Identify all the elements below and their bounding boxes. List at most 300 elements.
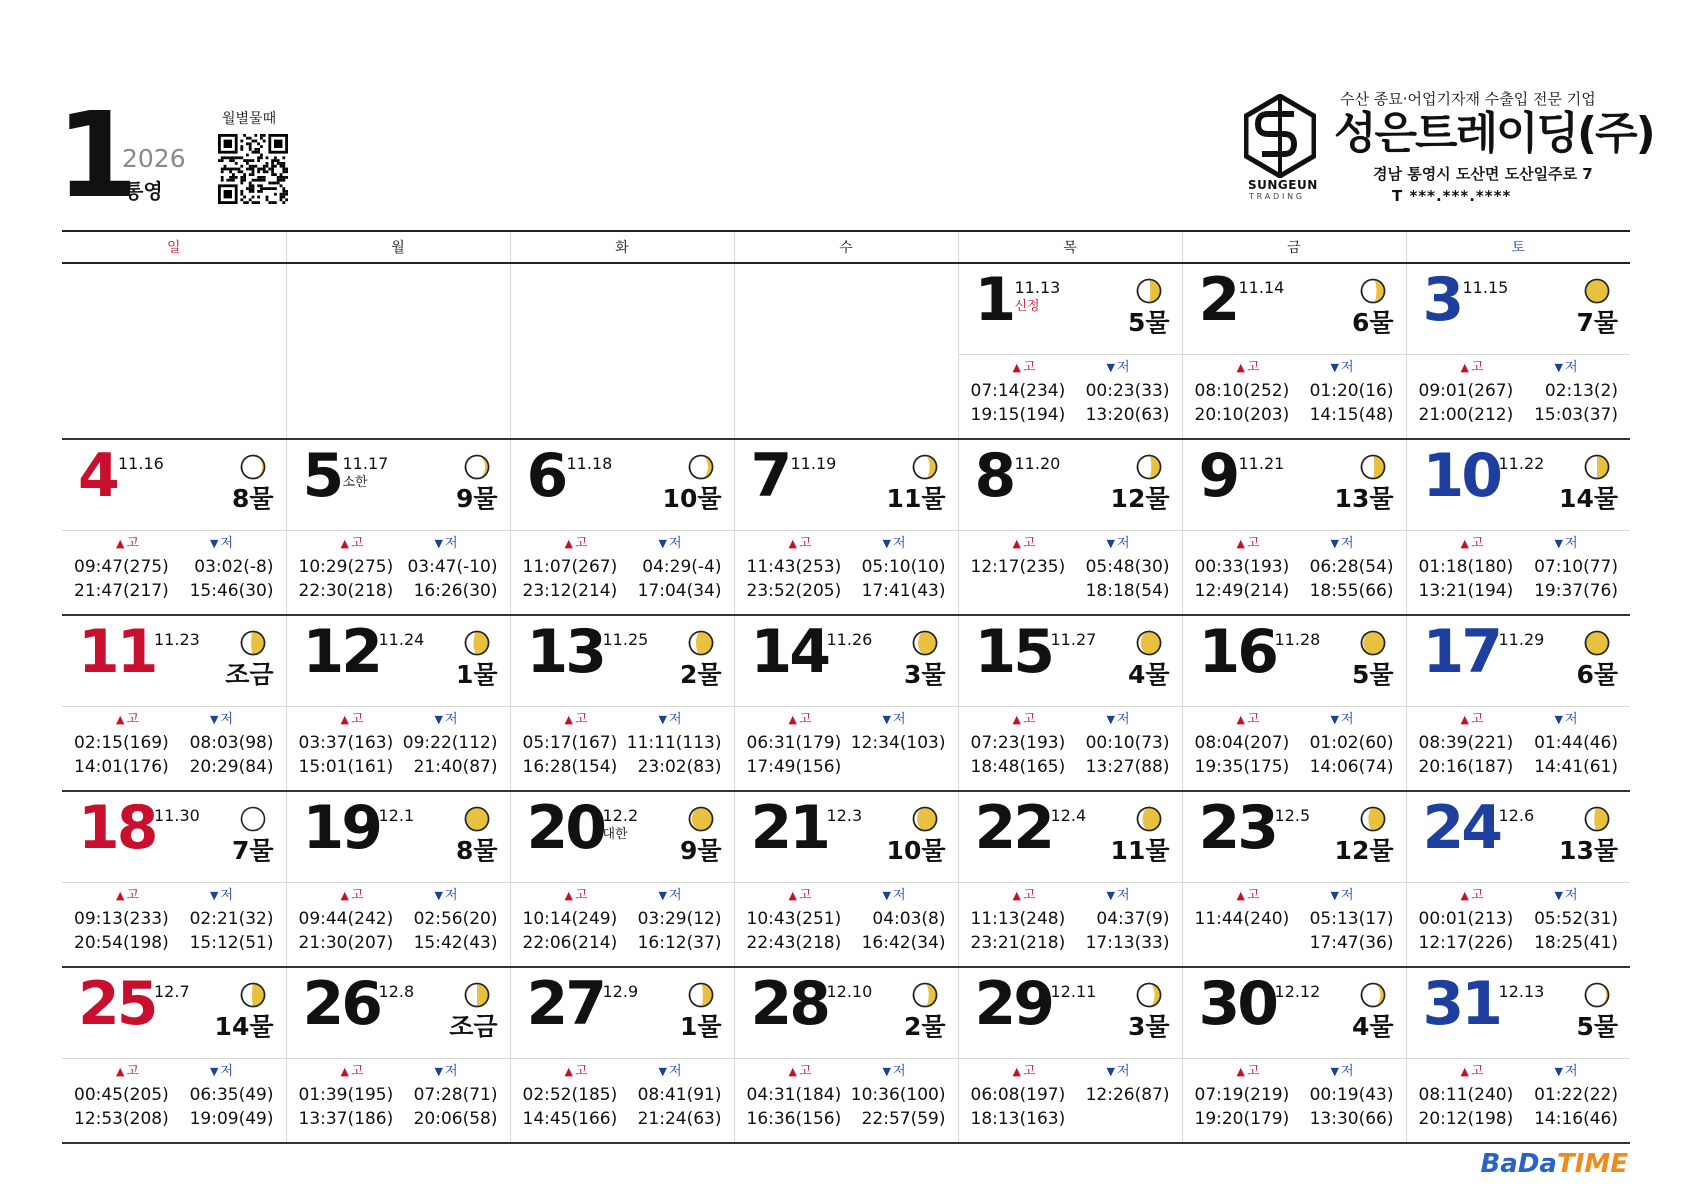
day-cell[interactable] (62, 967, 286, 1143)
low-tide-label (1331, 713, 1354, 726)
high-tide-value: 11:07(267) (522, 557, 618, 577)
badatime-logo-part2: TIME (1556, 1149, 1628, 1179)
day-number: 19 (302, 793, 380, 863)
day-number: 15 (974, 617, 1052, 687)
low-tide-text: 저 (444, 1064, 458, 1079)
low-tide-arrow-icon: ▼ (434, 713, 443, 726)
low-tide-arrow-icon: ▼ (1330, 713, 1339, 726)
moon-phase-icon (1136, 278, 1162, 304)
lunar-date: 12.8 (378, 982, 415, 1001)
tide-info (735, 707, 958, 791)
day-cell[interactable] (734, 439, 958, 615)
day-cell[interactable] (1406, 967, 1630, 1143)
high-tide-label (565, 1065, 588, 1078)
low-tide-label (1555, 713, 1578, 726)
day-cell-content (511, 792, 734, 966)
day-cell[interactable] (1182, 967, 1406, 1143)
high-tide-value: 09:44(242) (298, 909, 394, 929)
day-header (1407, 264, 1631, 355)
low-tide-text: 저 (668, 1064, 682, 1079)
low-tide-arrow-icon: ▼ (1554, 889, 1563, 902)
tide-level: 6물 (1351, 308, 1394, 337)
lunar-date: 12.13 (1498, 982, 1545, 1001)
high-tide-label (341, 537, 364, 550)
qr-code-icon[interactable] (218, 134, 288, 204)
low-tide-label (883, 889, 906, 902)
tide-info (1407, 883, 1631, 967)
day-number: 22 (974, 793, 1052, 863)
high-tide-value: 14:45(166) (522, 1109, 618, 1129)
lunar-date: 12.6 (1498, 806, 1535, 825)
day-cell[interactable] (286, 791, 510, 967)
low-tide-value: 23:02(83) (637, 757, 722, 777)
low-tide-label (1331, 537, 1354, 550)
high-tide-value: 06:31(179) (746, 733, 842, 753)
day-number: 16 (1198, 617, 1276, 687)
high-tide-value: 19:20(179) (1194, 1109, 1290, 1129)
day-cell-content (1407, 616, 1631, 790)
company-tagline: 수산 종묘·어업기자재 수출입 전문 기업 (1340, 90, 1596, 108)
high-tide-label (565, 889, 588, 902)
low-tide-arrow-icon: ▼ (882, 713, 891, 726)
day-cell-content (1407, 440, 1631, 614)
low-tide-arrow-icon: ▼ (1106, 713, 1115, 726)
lunar-date: 12.10 (826, 982, 873, 1001)
tide-level: 14물 (214, 1012, 274, 1041)
lunar-date: 11.21 (1238, 454, 1285, 473)
high-tide-value: 07:19(219) (1194, 1085, 1290, 1105)
lunar-date: 11.20 (1014, 454, 1061, 473)
low-tide-arrow-icon: ▼ (1330, 361, 1339, 374)
high-tide-value: 22:30(218) (298, 581, 394, 601)
moon-phase-icon (1360, 454, 1386, 480)
tide-level: 12물 (1334, 836, 1394, 865)
day-number: 24 (1422, 793, 1500, 863)
weekday-header: 일 (62, 231, 286, 263)
day-cell[interactable] (958, 791, 1182, 967)
low-tide-label (659, 889, 682, 902)
high-tide-value: 20:10(203) (1194, 405, 1290, 425)
tide-info (62, 531, 286, 615)
tide-info (511, 531, 734, 615)
low-tide-value: 21:24(63) (637, 1109, 722, 1129)
day-cell[interactable] (62, 791, 286, 967)
day-cell-content (1183, 264, 1406, 438)
high-tide-arrow-icon: ▲ (788, 889, 797, 902)
high-tide-value: 10:29(275) (298, 557, 394, 577)
high-tide-text: 고 (1470, 360, 1484, 375)
low-tide-arrow-icon: ▼ (1106, 537, 1115, 550)
day-cell[interactable] (1182, 615, 1406, 791)
low-tide-value: 16:26(30) (413, 581, 498, 601)
day-cell[interactable] (1182, 263, 1406, 439)
day-cell[interactable] (1406, 615, 1630, 791)
high-tide-arrow-icon: ▲ (1236, 537, 1245, 550)
high-tide-arrow-icon: ▲ (116, 537, 125, 550)
high-tide-arrow-icon: ▲ (1460, 713, 1469, 726)
high-tide-value: 01:39(195) (298, 1085, 394, 1105)
moon-phase-icon (1360, 630, 1386, 656)
moon-phase-icon (1136, 982, 1162, 1008)
low-tide-value: 16:12(37) (637, 933, 722, 953)
tide-info (62, 883, 286, 967)
week-row (62, 263, 1630, 439)
week-row (62, 967, 1630, 1143)
day-cell[interactable] (286, 967, 510, 1143)
day-cell[interactable] (510, 615, 734, 791)
high-tide-value: 23:52(205) (746, 581, 842, 601)
low-tide-text: 저 (892, 536, 906, 551)
lunar-date: 11.13 (1014, 278, 1061, 297)
qr-label: 월별물때 (222, 111, 277, 127)
low-tide-text: 저 (444, 712, 458, 727)
moon-phase-icon (1360, 806, 1386, 832)
lunar-date: 11.17 (342, 454, 389, 473)
tide-info (1183, 531, 1406, 615)
high-tide-label (1461, 361, 1484, 374)
high-tide-text: 고 (574, 536, 588, 551)
low-tide-value: 14:06(74) (1309, 757, 1394, 777)
day-cell[interactable] (734, 967, 958, 1143)
high-tide-label (341, 1065, 364, 1078)
high-tide-value: 21:00(212) (1418, 405, 1514, 425)
high-tide-value: 09:13(233) (74, 909, 169, 929)
low-tide-text: 저 (220, 536, 234, 551)
low-tide-value: 03:29(12) (637, 909, 722, 929)
tide-info (735, 883, 958, 967)
year-label: 2026 (122, 144, 186, 173)
high-tide-text: 고 (798, 1064, 812, 1079)
tide-info (1183, 883, 1406, 967)
tide-info (1183, 355, 1406, 439)
day-cell[interactable] (1406, 263, 1630, 439)
high-tide-value: 08:39(221) (1418, 733, 1514, 753)
day-cell[interactable] (958, 439, 1182, 615)
low-tide-label (1107, 889, 1130, 902)
low-tide-arrow-icon: ▼ (1554, 713, 1563, 726)
day-cell[interactable] (958, 967, 1182, 1143)
low-tide-value: 14:16(46) (1534, 1109, 1618, 1129)
day-cell[interactable] (1182, 791, 1406, 967)
low-tide-arrow-icon: ▼ (882, 889, 891, 902)
low-tide-text: 저 (1116, 712, 1130, 727)
tide-info (959, 1059, 1182, 1143)
low-tide-label (1107, 361, 1130, 374)
tide-info (511, 883, 734, 967)
high-tide-value: 19:35(175) (1194, 757, 1290, 777)
high-tide-value: 08:11(240) (1418, 1085, 1514, 1105)
low-tide-value: 15:12(51) (189, 933, 274, 953)
day-cell-content (735, 968, 958, 1142)
day-cell[interactable] (734, 615, 958, 791)
moon-phase-icon (464, 806, 490, 832)
low-tide-value: 14:15(48) (1309, 405, 1394, 425)
company-name: 성은트레이딩(주) (1334, 108, 1654, 159)
high-tide-arrow-icon: ▲ (788, 1065, 797, 1078)
day-number: 7 (750, 441, 790, 511)
low-tide-value: 02:13(2) (1544, 381, 1618, 401)
day-cell-content (62, 616, 286, 790)
low-tide-label (659, 537, 682, 550)
day-cell-content (1183, 440, 1406, 614)
tide-info (959, 531, 1182, 615)
high-tide-text: 고 (1246, 360, 1260, 375)
high-tide-text: 고 (574, 888, 588, 903)
tide-level: 5물 (1351, 660, 1394, 689)
low-tide-label (1555, 889, 1578, 902)
day-number: 10 (1422, 441, 1500, 511)
day-header (735, 440, 958, 531)
tide-info (735, 1059, 958, 1143)
high-tide-arrow-icon: ▲ (564, 537, 573, 550)
high-tide-text: 고 (1246, 1064, 1260, 1079)
high-tide-value: 16:36(156) (746, 1109, 842, 1129)
day-number: 9 (1198, 441, 1238, 511)
low-tide-value: 13:30(66) (1309, 1109, 1394, 1129)
tide-info (1183, 1059, 1406, 1143)
high-tide-arrow-icon: ▲ (1236, 889, 1245, 902)
day-cell[interactable] (62, 615, 286, 791)
tide-level: 5물 (1576, 1012, 1618, 1041)
high-tide-label (789, 537, 812, 550)
day-cell-content (287, 792, 510, 966)
low-tide-text: 저 (1564, 712, 1578, 727)
day-cell[interactable] (734, 791, 958, 967)
low-tide-value: 05:48(30) (1085, 557, 1170, 577)
day-header (1183, 440, 1406, 531)
high-tide-label (1013, 889, 1036, 902)
low-tide-value: 05:13(17) (1309, 909, 1394, 929)
day-cell[interactable] (286, 439, 510, 615)
high-tide-label (1237, 361, 1260, 374)
day-cell-content (959, 792, 1182, 966)
term-label: 신정 (1014, 299, 1040, 314)
tide-info (1407, 355, 1631, 439)
low-tide-value: 15:46(30) (189, 581, 274, 601)
lunar-date: 12.5 (1274, 806, 1311, 825)
low-tide-text: 저 (220, 1064, 234, 1079)
low-tide-text: 저 (1340, 360, 1354, 375)
high-tide-value: 05:17(167) (522, 733, 618, 753)
moon-phase-icon (912, 806, 938, 832)
day-header (511, 440, 734, 531)
low-tide-value: 17:47(36) (1309, 933, 1394, 953)
tide-level: 10물 (662, 484, 722, 513)
tide-level: 6물 (1576, 660, 1618, 689)
day-cell-content (511, 616, 734, 790)
day-header (62, 968, 286, 1059)
day-number: 26 (302, 969, 380, 1039)
low-tide-label (1107, 537, 1130, 550)
tide-info (62, 707, 286, 791)
high-tide-label (116, 889, 139, 902)
low-tide-text: 저 (1116, 888, 1130, 903)
high-tide-arrow-icon: ▲ (1236, 1065, 1245, 1078)
high-tide-text: 고 (574, 1064, 588, 1079)
tide-level: 조금 (449, 1012, 498, 1041)
low-tide-value: 10:36(100) (850, 1085, 946, 1105)
high-tide-text: 고 (1470, 1064, 1484, 1079)
low-tide-text: 저 (668, 888, 682, 903)
day-cell[interactable] (510, 791, 734, 967)
high-tide-value: 21:30(207) (298, 933, 394, 953)
high-tide-value: 01:18(180) (1418, 557, 1514, 577)
lunar-date: 11.23 (154, 630, 200, 649)
high-tide-value: 08:10(252) (1194, 381, 1290, 401)
low-tide-value: 08:03(98) (189, 733, 274, 753)
high-tide-text: 고 (1246, 536, 1260, 551)
high-tide-value: 19:15(194) (970, 405, 1066, 425)
low-tide-value: 05:10(10) (861, 557, 946, 577)
high-tide-arrow-icon: ▲ (116, 1065, 125, 1078)
high-tide-text: 고 (1470, 888, 1484, 903)
low-tide-text: 저 (1564, 536, 1578, 551)
tide-info (511, 1059, 734, 1143)
high-tide-text: 고 (350, 888, 364, 903)
day-number: 28 (750, 969, 828, 1039)
day-cell-content (62, 440, 286, 614)
high-tide-label (116, 713, 139, 726)
high-tide-arrow-icon: ▲ (1236, 713, 1245, 726)
high-tide-text: 고 (350, 712, 364, 727)
high-tide-value: 18:13(163) (970, 1109, 1066, 1129)
low-tide-value: 17:41(43) (861, 581, 946, 601)
low-tide-arrow-icon: ▼ (1330, 1065, 1339, 1078)
day-number: 14 (750, 617, 828, 687)
high-tide-label (1237, 537, 1260, 550)
low-tide-text: 저 (1116, 1064, 1130, 1079)
lunar-date: 11.24 (378, 630, 425, 649)
low-tide-label (1555, 361, 1578, 374)
high-tide-arrow-icon: ▲ (1012, 713, 1021, 726)
moon-phase-icon (1584, 278, 1610, 304)
high-tide-label (116, 1065, 139, 1078)
day-cell[interactable] (510, 439, 734, 615)
tide-level: 조금 (225, 660, 274, 689)
low-tide-text: 저 (1340, 888, 1354, 903)
day-header (1407, 616, 1631, 707)
high-tide-arrow-icon: ▲ (340, 537, 349, 550)
day-header (1407, 440, 1631, 531)
low-tide-value: 22:57(59) (861, 1109, 946, 1129)
low-tide-arrow-icon: ▼ (1554, 361, 1563, 374)
moon-phase-icon (1360, 278, 1386, 304)
weekday-header: 수 (734, 231, 958, 263)
day-cell[interactable] (510, 967, 734, 1143)
moon-phase-icon (240, 982, 266, 1008)
lunar-date: 11.19 (790, 454, 837, 473)
day-number: 11 (78, 617, 156, 687)
low-tide-arrow-icon: ▼ (1554, 537, 1563, 550)
term-label: 대한 (602, 827, 628, 842)
day-cell-content (1407, 968, 1631, 1142)
high-tide-value: 10:43(251) (746, 909, 842, 929)
day-cell-content (1183, 968, 1406, 1142)
high-tide-value: 22:06(214) (522, 933, 618, 953)
tide-info (511, 707, 734, 791)
low-tide-label (435, 1065, 458, 1078)
low-tide-value: 06:35(49) (189, 1085, 274, 1105)
day-header (959, 440, 1182, 531)
high-tide-value: 12:17(226) (1418, 933, 1514, 953)
high-tide-text: 고 (1022, 536, 1036, 551)
sungeun-logo-icon (1244, 94, 1316, 178)
day-cell[interactable] (1406, 439, 1630, 615)
low-tide-arrow-icon: ▼ (658, 537, 667, 550)
high-tide-label (1237, 889, 1260, 902)
high-tide-text: 고 (798, 888, 812, 903)
tide-level: 5물 (1127, 308, 1170, 337)
high-tide-label (789, 889, 812, 902)
low-tide-label (435, 713, 458, 726)
weekday-header: 목 (958, 231, 1182, 263)
high-tide-arrow-icon: ▲ (788, 537, 797, 550)
low-tide-arrow-icon: ▼ (658, 713, 667, 726)
day-cell[interactable] (1406, 791, 1630, 967)
day-cell[interactable] (958, 263, 1182, 439)
high-tide-arrow-icon: ▲ (340, 713, 349, 726)
day-header (1183, 264, 1406, 355)
day-cell[interactable] (286, 615, 510, 791)
high-tide-value: 07:23(193) (970, 733, 1066, 753)
lunar-date: 11.16 (118, 454, 164, 473)
low-tide-value: 08:41(91) (637, 1085, 722, 1105)
low-tide-value: 01:22(22) (1534, 1085, 1618, 1105)
moon-phase-icon (688, 806, 714, 832)
day-header (959, 264, 1182, 355)
lunar-date: 11.15 (1462, 278, 1509, 297)
high-tide-label (789, 1065, 812, 1078)
high-tide-value: 07:14(234) (970, 381, 1066, 401)
day-cell-content (959, 264, 1182, 438)
low-tide-text: 저 (220, 712, 234, 727)
day-cell-content (287, 968, 510, 1142)
low-tide-text: 저 (1564, 360, 1578, 375)
weekday-header-row (62, 231, 1630, 263)
day-cell[interactable] (62, 439, 286, 615)
low-tide-text: 저 (892, 888, 906, 903)
low-tide-value: 04:37(9) (1096, 909, 1170, 929)
day-cell[interactable] (958, 615, 1182, 791)
high-tide-value: 23:12(214) (522, 581, 618, 601)
tide-info (62, 1059, 286, 1143)
low-tide-text: 저 (668, 712, 682, 727)
low-tide-value: 14:41(61) (1534, 757, 1618, 777)
low-tide-label (1331, 1065, 1354, 1078)
low-tide-value: 12:26(87) (1085, 1085, 1170, 1105)
day-header (735, 792, 958, 883)
low-tide-value: 19:09(49) (189, 1109, 274, 1129)
day-cell[interactable] (1182, 439, 1406, 615)
lunar-date: 12.11 (1050, 982, 1097, 1001)
day-cell-content (62, 968, 286, 1142)
tide-level: 13물 (1559, 836, 1618, 865)
low-tide-label (1331, 361, 1354, 374)
moon-phase-icon (912, 630, 938, 656)
lunar-date: 12.9 (602, 982, 639, 1001)
day-header (62, 792, 286, 883)
tide-level: 12물 (1110, 484, 1170, 513)
tide-info (287, 883, 510, 967)
weekday-header: 금 (1182, 231, 1406, 263)
high-tide-arrow-icon: ▲ (1012, 361, 1021, 374)
moon-phase-icon (1136, 454, 1162, 480)
tide-level: 2물 (903, 1012, 946, 1041)
empty-cell (510, 263, 734, 439)
low-tide-text: 저 (444, 536, 458, 551)
low-tide-value: 04:29(-4) (642, 557, 722, 577)
low-tide-value: 17:04(34) (637, 581, 722, 601)
